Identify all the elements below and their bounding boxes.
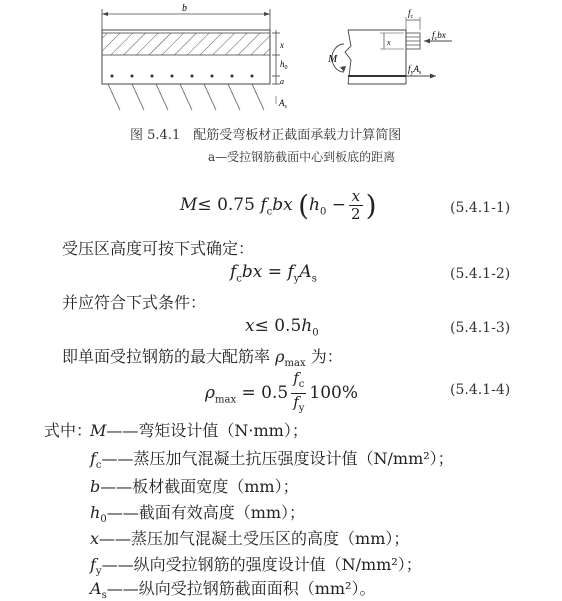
force-diagram [327, 8, 452, 84]
figure-subcaption: a—受拉钢筋截面中心到板底的距离 [208, 150, 396, 164]
figure-caption: 图 5.4.1 配筋受弯板材正截面承载力计算简图 [130, 128, 402, 143]
label-fc: $f_c$ [408, 8, 414, 20]
label-M: M [328, 53, 338, 65]
label-x: x [280, 40, 284, 50]
label-x-force: x [387, 38, 391, 47]
equation-1-number: (5.4.1-1) [450, 200, 511, 216]
text-line-2: 并应符合下式条件： [62, 293, 207, 312]
definition-item: $f_y——$纵向受拉钢筋的强度设计值（N/mm²）； [90, 555, 422, 578]
definition-item: x——蒸压加气混凝土受压区的高度（mm）； [90, 529, 410, 548]
label-fyAs: $f_yA_s$ [408, 64, 422, 76]
equation-3-number: (5.4.1-3) [450, 320, 511, 336]
equation-4: $\rho_{max} = 0.5$ $\frac{f_c}{f_y}$ 100% [205, 369, 359, 414]
definition-item: M——弯矩设计值（N·mm）； [90, 421, 308, 440]
equation-2-number: (5.4.1-2) [450, 266, 511, 282]
text-line-1: 受压区高度可按下式确定： [62, 239, 255, 258]
label-As: $A_s$ [279, 98, 287, 110]
equation-1: M≤ 0.75 $f_cbx$ ($h_0$ − $\frac{x}{2}$ ) [180, 187, 377, 223]
label-fcbx: $f_cbx$ [432, 30, 446, 42]
equation-2: $f_cbx = f_yA_s$ [230, 262, 317, 285]
label-b: b [182, 3, 187, 14]
cross-section [102, 3, 288, 110]
definitions-intro: 式中： [44, 421, 93, 440]
equation-4-number: (5.4.1-4) [450, 382, 511, 398]
definition-item: $f_c——$蒸压加气混凝土抗压强度设计值（N/mm²）； [90, 449, 454, 472]
compression-zone [102, 33, 270, 55]
text-line-3: 即单面受拉钢筋的最大配筋率 $\rho_{max}$ 为： [62, 347, 343, 370]
definition-item: $h_0——$截面有效高度（mm）； [90, 503, 306, 526]
label-a: a [280, 77, 284, 86]
section-diagram [0, 0, 562, 120]
definition-item: $A_s——$纵向受拉钢筋截面面积（mm²）。 [90, 579, 376, 601]
definition-item: b——板材截面宽度（mm）； [90, 477, 299, 496]
equation-3: $x\le 0.5h_0$ [245, 316, 319, 339]
label-h0: $h_0$ [280, 59, 288, 71]
